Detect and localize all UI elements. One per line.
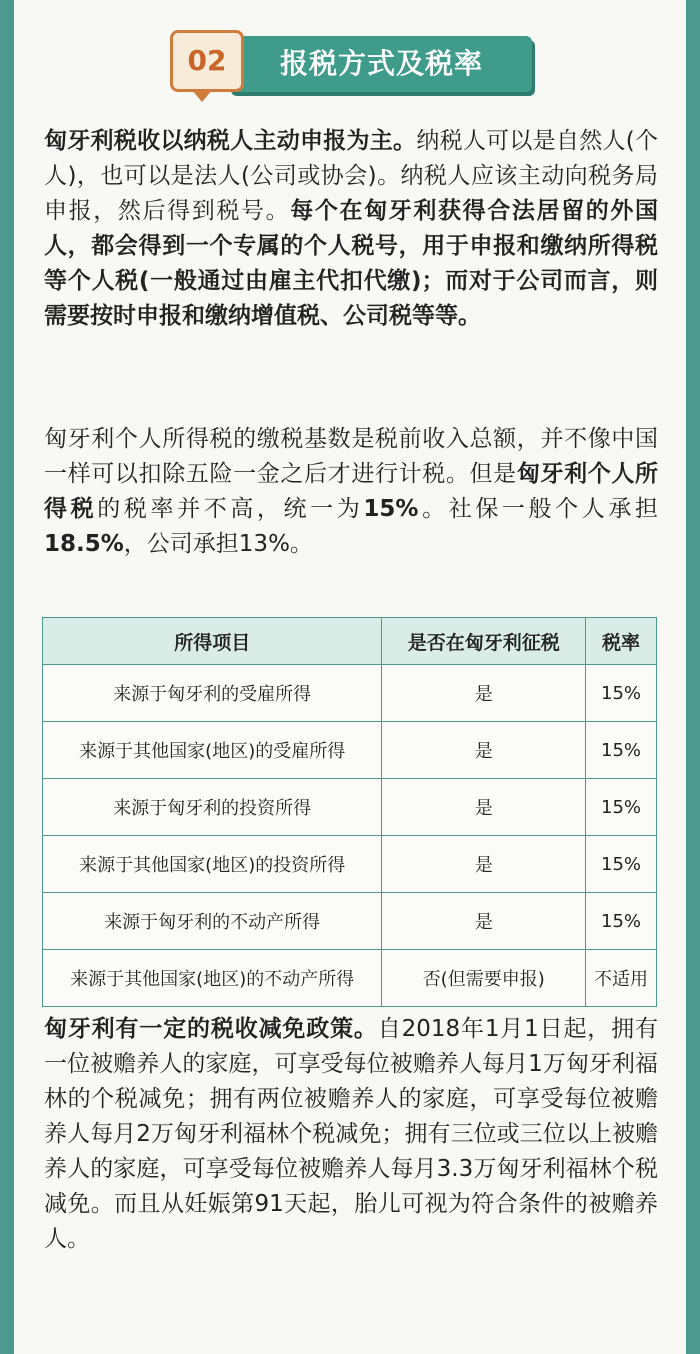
col-header-taxed-in-hungary: 是否在匈牙利征税 xyxy=(382,618,586,665)
intro-text: 纳税人可以是自然人(个人)，也可以是法人(公司或协会)。纳税人应该主动向税务局申报，然后得到税号。 xyxy=(44,128,658,224)
table-row xyxy=(43,665,657,722)
table-row xyxy=(43,836,657,893)
left-border xyxy=(0,0,14,1354)
intro-paragraph xyxy=(44,124,658,334)
cell-rate: 15% xyxy=(586,836,657,893)
table-row xyxy=(43,950,657,1007)
table-header-row xyxy=(43,618,657,665)
income-tax-text-1: 匈牙利个人所得税的缴税基数是税前收入总额，并不像中国一样可以扣除五险一金之后才进行计税。但是 xyxy=(44,426,658,487)
cell-rate: 15% xyxy=(586,893,657,950)
col-header-rate: 税率 xyxy=(586,618,657,665)
cell-taxed: 是 xyxy=(382,836,586,893)
cell-taxed: 是 xyxy=(382,665,586,722)
income-tax-paragraph xyxy=(44,422,658,562)
table-row xyxy=(43,893,657,950)
cell-rate: 15% xyxy=(586,779,657,836)
section-number-badge: 02 xyxy=(170,30,244,92)
income-tax-rate: 15% xyxy=(363,496,419,522)
cell-rate: 15% xyxy=(586,722,657,779)
tax-relief-bold-lead: 匈牙利有一定的税收减免政策。 xyxy=(44,1016,378,1042)
tax-relief-paragraph xyxy=(44,1012,658,1257)
table-row xyxy=(43,779,657,836)
income-tax-bold-1: 匈牙利个人所得税 xyxy=(44,461,659,522)
section-title: 报税方式及税率 xyxy=(280,47,484,80)
cell-taxed: 是 xyxy=(382,779,586,836)
section-header xyxy=(170,26,532,102)
income-tax-text-4: ，公司承担13%。 xyxy=(123,531,313,557)
cell-rate: 不适用 xyxy=(586,950,657,1007)
social-security-rate: 18.5% xyxy=(44,531,124,557)
intro-bold-lead: 匈牙利税收以纳税人主动申报为主。 xyxy=(44,128,417,154)
cell-income-item: 来源于匈牙利的受雇所得 xyxy=(43,665,382,722)
tax-rate-table xyxy=(42,617,657,1007)
cell-taxed: 否(但需要申报) xyxy=(382,950,586,1007)
right-border xyxy=(686,0,700,1354)
cell-income-item: 来源于匈牙利的投资所得 xyxy=(43,779,382,836)
table-row xyxy=(43,722,657,779)
income-tax-text-3: 。社保一般个人承担 xyxy=(418,496,659,522)
col-header-income-item: 所得项目 xyxy=(43,618,382,665)
cell-taxed: 是 xyxy=(382,722,586,779)
cell-rate: 15% xyxy=(586,665,657,722)
section-title-banner xyxy=(228,36,532,92)
cell-taxed: 是 xyxy=(382,893,586,950)
cell-income-item: 来源于其他国家(地区)的受雇所得 xyxy=(43,722,382,779)
badge-tail xyxy=(192,90,212,102)
tax-relief-text: 自2018年1月1日起，拥有一位被赡养人的家庭，可享受每位被赡养人每月1万匈牙利福林的个税减免；拥有两位被赡养人的家庭，可享受每位被赡养人每月2万匈牙利福林个税减免；拥有三位或三位以上被赡养人的家庭，可享受每位被赡养人每月3.3万匈牙利福林个税减免。而且从妊娠第91天起，胎儿可视为符合条件的被赡养人。 xyxy=(44,1016,658,1252)
income-tax-text-2: 的税率并不高，统一为 xyxy=(97,496,364,522)
cell-income-item: 来源于其他国家(地区)的不动产所得 xyxy=(43,950,382,1007)
cell-income-item: 来源于其他国家(地区)的投资所得 xyxy=(43,836,382,893)
intro-bold-detail: 每个在匈牙利获得合法居留的外国人，都会得到一个专属的个人税号，用于申报和缴纳所得税等个人税(一般通过由雇主代扣代缴)；而对于公司而言，则需要按时申报和缴纳增值税、公司税等等。 xyxy=(44,198,658,329)
cell-income-item: 来源于匈牙利的不动产所得 xyxy=(43,893,382,950)
